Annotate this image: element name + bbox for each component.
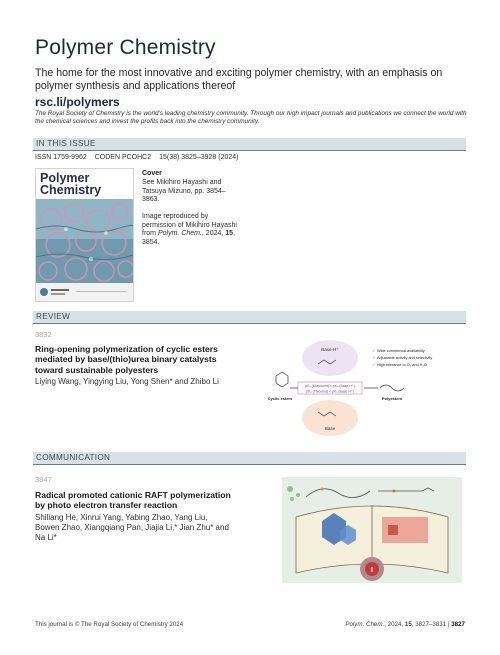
review-article-number: 3832 bbox=[35, 330, 52, 339]
communication-title[interactable]: Radical promoted cationic RAFT polymerization by photo electron transfer reaction bbox=[35, 490, 231, 511]
svg-text:✓: ✓ bbox=[372, 349, 376, 353]
communication-graphical-abstract bbox=[282, 477, 462, 583]
bottom-node-label: Base bbox=[324, 426, 336, 431]
cover-credit: Image reproduced by permission of Mikihiro Hayashi from Polym. Chem., 2024, 15, 3854. bbox=[142, 213, 237, 246]
issn: ISSN 1759-9962 bbox=[35, 154, 87, 161]
review-graphical-abstract bbox=[268, 338, 468, 438]
page-number: 3827 bbox=[451, 621, 465, 628]
footer-copyright: This journal is © The Royal Society of Chemistry 2024 bbox=[35, 621, 184, 628]
cover-label: Cover bbox=[142, 170, 162, 177]
pka-equation-1: pKₐ (Monourea) < pKₐ (Base-H⁺) bbox=[305, 384, 355, 388]
graphic-bullet: Wide commercial availability bbox=[377, 349, 425, 353]
footer-citation: Polym. Chem., 2024, 15, 3827–3831 | 3827 bbox=[345, 621, 465, 628]
cover-reference: See Mikihiro Hayashi and Tatsuya Mizuno, pp. 3854–3863. bbox=[142, 179, 226, 204]
journal-title: Polymer Chemistry bbox=[35, 36, 216, 59]
journal-description: The home for the most innovative and exciting polymer chemistry, with an emphasis on polymer synthesis and applications thereof bbox=[35, 67, 443, 92]
cover-footer bbox=[36, 283, 133, 301]
communication-authors: Shiliang He, Xinrui Yang, Yabing Zhao, Yang Liu, Bowen Zhao, Xiangqiang Pan, Jiajia Li,* Jian Zhu* and Na Li* bbox=[35, 513, 229, 542]
cover-image[interactable] bbox=[35, 168, 134, 302]
section-bar-in-this-issue bbox=[33, 138, 466, 150]
divider bbox=[33, 323, 466, 324]
coden: CODEN PCOHC2 bbox=[94, 154, 152, 161]
left-label: Cyclic esters bbox=[268, 396, 293, 401]
svg-text:I: I bbox=[371, 567, 373, 574]
journal-url-link[interactable]: rsc.li/polymers bbox=[35, 95, 120, 109]
svg-text:✓: ✓ bbox=[372, 356, 376, 360]
graphic-bullet: High tolerance to O₂ and H₂O bbox=[377, 363, 427, 367]
section-label-in-this-issue: IN THIS ISSUE bbox=[36, 139, 96, 148]
top-node-label: Base-H⁺ bbox=[321, 347, 339, 352]
divider bbox=[33, 150, 466, 151]
journal-blurb: The Royal Society of Chemistry is the world's leading chemistry community. Through our high impact journals and publications we connect the world with the chemical sciences and invest the profits back into the chemistry community. bbox=[35, 110, 467, 126]
communication-article-number: 3847 bbox=[35, 475, 52, 484]
section-label-communication: COMMUNICATION bbox=[36, 453, 111, 462]
review-authors: Liying Wang, Yingying Liu, Yong Shen* and Zhibo Li bbox=[35, 377, 219, 386]
graphic-bullet: Adjustable activity and selectivity bbox=[377, 356, 433, 360]
issue-meta bbox=[35, 154, 244, 161]
divider bbox=[33, 464, 466, 465]
section-bar-review bbox=[33, 311, 466, 323]
catalyst-top-bubble bbox=[302, 340, 358, 376]
cover-journal-title: Polymer Chemistry bbox=[40, 171, 102, 197]
section-label-review: REVIEW bbox=[36, 312, 71, 321]
cover-artwork bbox=[36, 199, 133, 283]
svg-text:✓: ✓ bbox=[372, 363, 376, 367]
volume-info: 15(38) 3825–3928 (2024) bbox=[159, 154, 239, 161]
review-title[interactable]: Ring-opening polymerization of cyclic esters mediated by base/(thio)urea binary catalysts toward sustainable polyesters bbox=[35, 344, 218, 375]
right-label: Polyesters bbox=[381, 396, 403, 401]
pka-equation-2: pKₐ (Thiourea) < pKₐ (Base-H⁺) bbox=[306, 389, 354, 394]
section-bar-communication bbox=[33, 452, 466, 464]
